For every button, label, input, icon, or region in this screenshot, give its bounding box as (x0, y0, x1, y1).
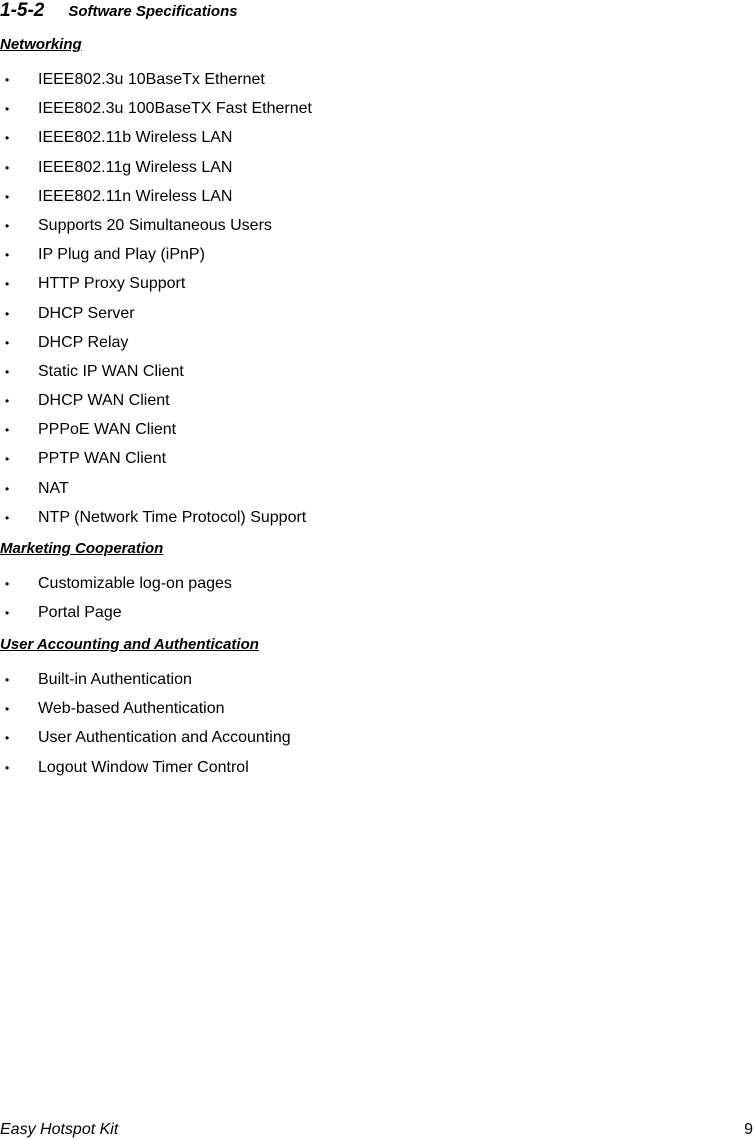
bullet-icon: • (5, 606, 10, 621)
bullet-icon: • (5, 452, 10, 467)
list-item-text: IEEE802.3u 10BaseTx Ethernet (38, 71, 265, 88)
list-item-text: Supports 20 Simultaneous Users (38, 216, 272, 234)
list-item (0, 127, 755, 156)
heading-number: 1-5-2 (0, 0, 45, 21)
section-title: User Accounting and Authentication (0, 636, 259, 653)
list-item-text: DHCP Server (38, 304, 135, 322)
list-item (0, 332, 755, 361)
list-item-text: PPTP WAN Client (38, 450, 167, 468)
page-number: 9 (744, 1121, 753, 1138)
bullet-icon: • (5, 248, 10, 263)
list-item (0, 448, 755, 477)
bullet-icon: • (5, 673, 10, 687)
list-item (0, 419, 755, 448)
bullet-list (0, 573, 755, 631)
bullet-icon: • (5, 423, 10, 438)
list-item (0, 669, 755, 698)
list-item-text: DHCP WAN Client (38, 392, 170, 410)
list-item (0, 478, 755, 507)
bullet-icon: • (5, 131, 10, 146)
bullet-list (0, 69, 755, 536)
bullet-icon: • (5, 731, 10, 746)
list-item-text: Customizable log-on pages (38, 575, 232, 592)
list-item (0, 303, 755, 332)
list-item-text: IEEE802.11n Wireless LAN (38, 187, 233, 205)
bullet-icon: • (5, 760, 10, 775)
heading-title: Software Specifications (68, 3, 238, 20)
list-item (0, 273, 755, 302)
list-item (0, 69, 755, 98)
bullet-list (0, 669, 755, 786)
list-item (0, 698, 755, 727)
bullet-icon: • (5, 160, 10, 175)
bullet-icon: • (5, 577, 10, 591)
list-item-text: HTTP Proxy Support (38, 275, 186, 293)
list-item (0, 157, 755, 186)
list-item-text: Static IP WAN Client (38, 362, 184, 380)
bullet-icon: • (5, 364, 10, 379)
list-item (0, 215, 755, 244)
page-footer (0, 1119, 755, 1141)
section-title: Networking (0, 36, 82, 53)
list-item-text: NTP (Network Time Protocol) Support (38, 508, 307, 526)
bullet-icon: • (5, 510, 10, 525)
list-item-text: Built-in Authentication (38, 671, 192, 688)
section-title: Marketing Cooperation (0, 540, 164, 557)
list-item-text: Logout Window Timer Control (38, 758, 249, 776)
list-item-text: PPPoE WAN Client (38, 421, 177, 439)
bullet-icon: • (5, 702, 10, 717)
bullet-icon: • (5, 189, 10, 204)
list-item (0, 361, 755, 390)
list-item-text: IEEE802.11b Wireless LAN (38, 129, 233, 147)
footer-title: Easy Hotspot Kit (0, 1121, 119, 1138)
list-item (0, 507, 755, 536)
list-item (0, 602, 755, 631)
list-item-text: NAT (38, 479, 69, 497)
list-item-text: User Authentication and Accounting (38, 729, 291, 747)
list-item (0, 186, 755, 215)
list-item-text: DHCP Relay (38, 333, 129, 351)
bullet-icon: • (5, 218, 10, 233)
page-heading (0, 0, 238, 22)
bullet-icon: • (5, 481, 10, 496)
section-user-accounting (0, 634, 755, 786)
section-networking (0, 34, 755, 536)
bullet-icon: • (5, 306, 10, 321)
bullet-icon: • (5, 277, 10, 292)
bullet-icon: • (5, 394, 10, 409)
list-item (0, 727, 755, 756)
list-item-text: IEEE802.11g Wireless LAN (38, 158, 233, 176)
list-item (0, 244, 755, 273)
list-item (0, 390, 755, 419)
bullet-icon: • (5, 73, 10, 87)
list-item (0, 757, 755, 786)
bullet-icon: • (5, 335, 10, 350)
list-item-text: Portal Page (38, 604, 122, 622)
list-item-text: IEEE802.3u 100BaseTX Fast Ethernet (38, 100, 312, 118)
list-item (0, 573, 755, 602)
list-item-text: Web-based Authentication (38, 700, 225, 718)
section-marketing-cooperation (0, 538, 755, 631)
list-item (0, 98, 755, 127)
list-item-text: IP Plug and Play (iPnP) (38, 246, 205, 264)
bullet-icon: • (5, 102, 10, 117)
